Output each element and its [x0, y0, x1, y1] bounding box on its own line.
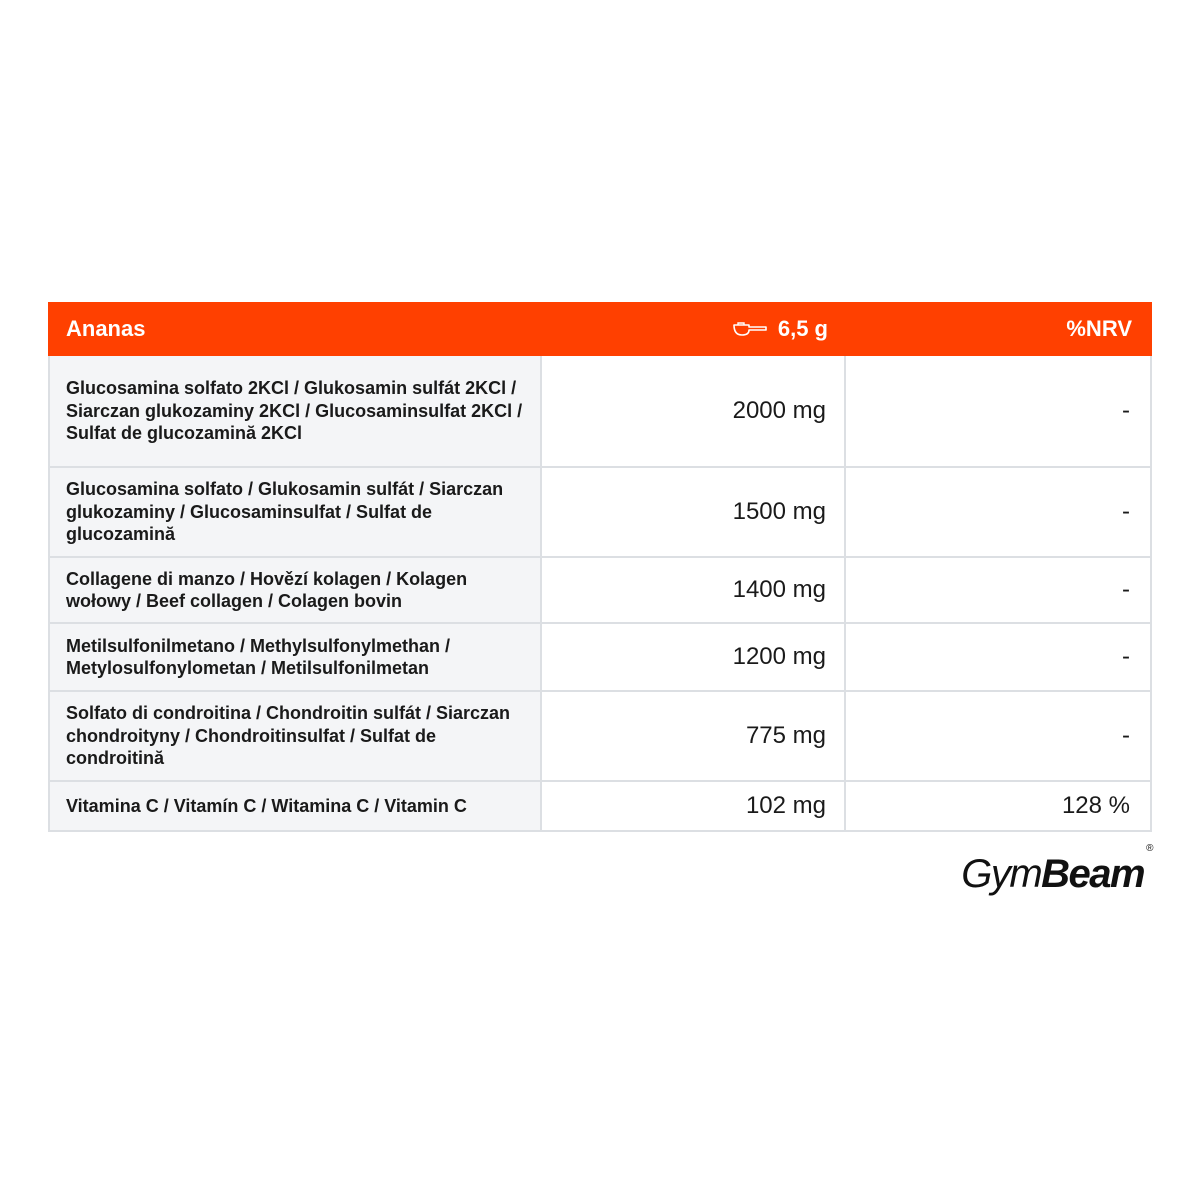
registered-mark: ® — [1146, 842, 1152, 854]
table-row — [48, 356, 1152, 468]
gymbeam-logo — [961, 842, 1152, 897]
table-row — [48, 468, 1152, 558]
ingredient-name: Solfato di condroitina / Chondroitin sulfát / Siarczan chondroityny / Chondroitinsulfat / Sulfat de condroitină — [50, 692, 542, 780]
serving-size-value: 6,5 g — [777, 316, 828, 341]
nrv-header: %NRV — [1066, 316, 1132, 341]
ingredient-amount: 102 mg — [542, 782, 846, 830]
ingredient-name: Collagene di manzo / Hovězí kolagen / Kolagen wołowy / Beef collagen / Colagen bovin — [50, 558, 542, 622]
table-row — [48, 692, 1152, 782]
table-row — [48, 782, 1152, 832]
logo-text-bold: Beam — [1041, 852, 1145, 896]
table-header — [48, 302, 1152, 356]
ingredient-nrv: - — [846, 356, 1148, 466]
ingredient-name: Glucosamina solfato / Glukosamin sulfát / Siarczan glukozaminy / Glucosaminsulfat / Sulfat de glucozamină — [50, 468, 542, 556]
serving-size — [542, 316, 846, 342]
flavor-label: Ananas — [66, 316, 146, 341]
ingredient-name: Metilsulfonilmetano / Methylsulfonylmethan / Metylosulfonylometan / Metilsulfonilmetan — [50, 624, 542, 690]
ingredient-nrv: 128 % — [846, 782, 1148, 830]
logo-text-light: Gym — [961, 852, 1042, 896]
ingredient-amount: 1400 mg — [542, 558, 846, 622]
nutrition-table — [48, 302, 1152, 832]
ingredient-nrv: - — [846, 558, 1148, 622]
ingredient-amount: 1200 mg — [542, 624, 846, 690]
ingredient-amount: 1500 mg — [542, 468, 846, 556]
ingredient-nrv: - — [846, 468, 1148, 556]
ingredient-name: Vitamina C / Vitamín C / Witamina C / Vitamin C — [50, 782, 542, 830]
ingredient-amount: 2000 mg — [542, 356, 846, 466]
table-row — [48, 624, 1152, 692]
table-row — [48, 558, 1152, 624]
ingredient-amount: 775 mg — [542, 692, 846, 780]
ingredient-nrv: - — [846, 692, 1148, 780]
scoop-icon — [732, 320, 768, 338]
ingredient-nrv: - — [846, 624, 1148, 690]
ingredient-name: Glucosamina solfato 2KCl / Glukosamin sulfát 2KCl / Siarczan glukozaminy 2KCl / Glucosaminsulfat 2KCl / Sulfat de glucozamină 2KCl — [50, 356, 542, 466]
